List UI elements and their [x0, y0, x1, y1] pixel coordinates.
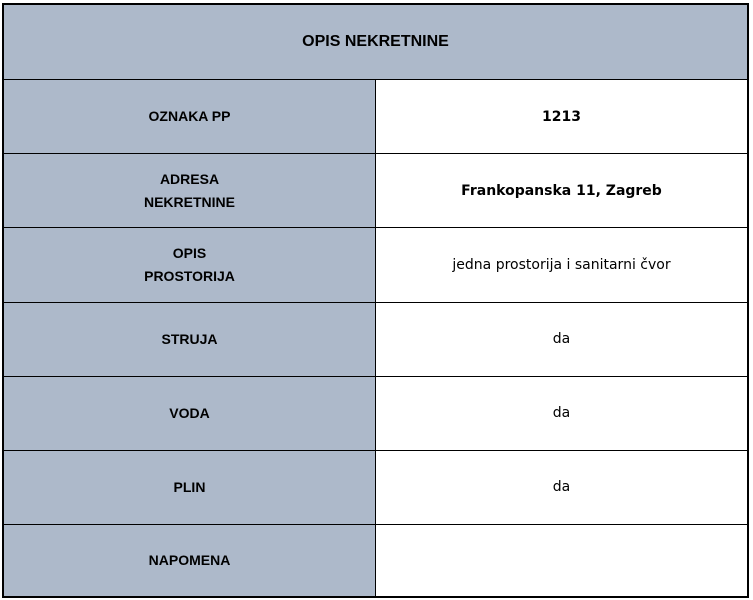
property-table [3, 4, 748, 597]
row-value-opis-prostorija: jedna prostorija i sanitarni čvor [376, 228, 748, 302]
table-row [4, 154, 748, 228]
table-row [4, 450, 748, 524]
table-row [4, 376, 748, 450]
table-row [4, 524, 748, 596]
row-value-napomena [376, 524, 748, 596]
row-label-opis-prostorija: OPIS PROSTORIJA [4, 228, 376, 302]
row-label-plin: PLIN [4, 450, 376, 524]
property-description-sheet [2, 3, 749, 598]
row-label-struja: STRUJA [4, 302, 376, 376]
row-value-oznaka-pp: 1213 [376, 80, 748, 154]
row-label-voda: VODA [4, 376, 376, 450]
row-value-struja: da [376, 302, 748, 376]
row-value-plin: da [376, 450, 748, 524]
row-label-oznaka-pp: OZNAKA PP [4, 80, 376, 154]
table-row [4, 80, 748, 154]
title-row [4, 5, 748, 80]
table-title: OPIS NEKRETNINE [4, 5, 748, 80]
row-label-adresa-nekretnine: ADRESA NEKRETNINE [4, 154, 376, 228]
row-value-adresa-nekretnine: Frankopanska 11, Zagreb [376, 154, 748, 228]
table-row [4, 228, 748, 302]
table-row [4, 302, 748, 376]
row-value-voda: da [376, 376, 748, 450]
row-label-napomena: NAPOMENA [4, 524, 376, 596]
